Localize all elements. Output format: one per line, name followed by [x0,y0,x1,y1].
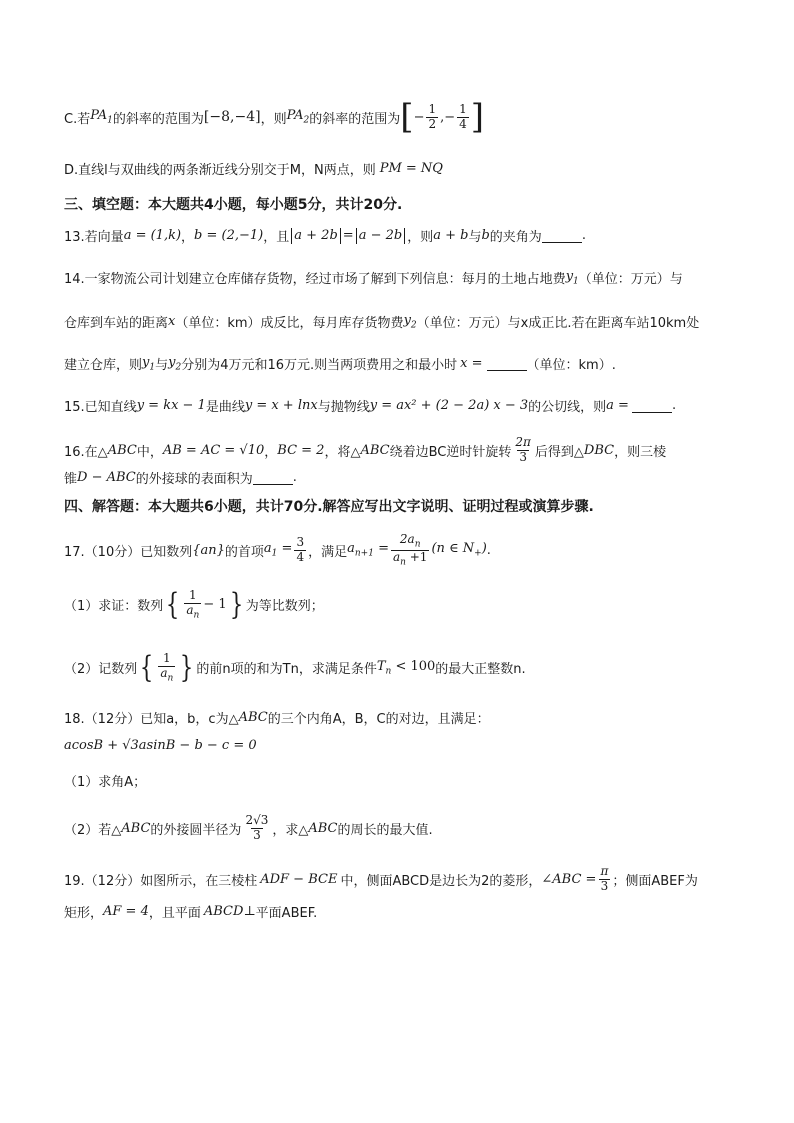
y1-symbol: $y_1$ [142,354,156,373]
pa2-symbol: $PA_2$ [286,108,310,126]
q14-text-6: 建立仓库，则 [64,358,143,373]
curve-eq: y = x + lnx [244,398,318,413]
n-condition: (n ∈ $N_+$) [431,541,487,560]
q13-and: ，且 [263,230,290,245]
q13-angle-text: 的夹角为 [489,230,542,245]
q18-part2-text-3: ，求△ [272,822,309,838]
q13-prefix: 13.若向量 [64,230,124,245]
triangle-abc: ABC [308,820,338,836]
plane-abcd: ABCD [203,904,244,919]
q15-period: . [671,398,677,413]
side-lengths: AB = AC = √10 [162,442,265,458]
q18-part2-text-1: （2）若△ [64,822,122,838]
q16-text-2: 中， [136,444,163,460]
abs-left-expr: a + 2b [294,228,338,243]
q15-text-3: 与抛物线 [317,400,370,415]
question-18-equation [64,738,257,753]
section-3-heading: 三、填空题：本大题共4小题，每小题5分，共计20分. [64,197,403,213]
y1-symbol: $y_1$ [565,268,579,287]
q15-text-1: 15.已知直线 [64,400,137,415]
question-16-line-2 [64,468,297,487]
q17-text-3: ，满足 [308,544,348,560]
triangle-abc: ABC [238,710,268,725]
abs-bar [291,228,292,244]
question-17-part-2 [64,649,526,685]
q16-text-7: ，则三棱 [614,444,667,460]
q14-text-8: 分别为4万元和16万元.则当两项费用之和最小时 [181,358,458,373]
recurrence-fraction: $\frac{2a_n}{a_n +1}$ [392,532,428,568]
question-19-line-2 [64,902,317,921]
a-equals: a = [606,398,629,413]
question-19-line-1 [64,865,698,894]
q18-equation: acosB + √3asinB − b − c = 0 [64,738,257,753]
range-1: [−8,−4] [203,109,261,125]
answer-blank[interactable] [632,399,672,413]
q14-text-5: （单位：万元）与x成正比.若在距离车站10km处 [416,316,700,331]
q18-text-1: 18.（12分）已知a，b，c为△ [64,712,239,727]
q18-text-2: 的三个内角A，B，C的对边，且满足： [267,712,490,727]
abs-bar [404,228,405,244]
a1-symbol: $a_1$ = [263,541,293,560]
fraction-quarter: $\frac{1}{4}$ [459,101,467,131]
q19-text-2: 中，侧面ABCD是边长为2的菱形， [340,873,542,889]
sequence-an: {an} [192,542,225,558]
q15-text-2: 是曲线 [205,400,245,415]
an1-symbol: $a_{n+1}$ = [347,541,389,560]
q17-part1-text: （1）求证：数列 [64,599,164,615]
abs-bar [356,228,357,244]
brace-open: { [140,649,154,685]
q19-text-1: 19.（12分）如图所示，在三棱柱 [64,873,258,889]
question-14-line-3 [64,354,616,373]
q16-text-8: 锥 [64,472,78,487]
answer-blank[interactable] [253,471,293,485]
question-17-part-1 [64,586,324,622]
option-d [64,159,443,178]
q16-text-9: 的外接球的表面积为 [135,472,253,487]
q17-part2-text: （2）记数列 [64,662,138,678]
q14-text-4: （单位：km）成反比，每月库存货物费 [175,316,404,331]
answer-blank[interactable] [487,357,527,371]
perpendicular-symbol: ⊥ [243,904,256,919]
q17-text-1: 17.（10分）已知数列 [64,544,193,560]
a1-value: $\frac{3}{4}$ [296,534,305,564]
q18-part2-text-2: 的外接圆半径为 [150,822,242,838]
q19-text-3: ；侧面ABEF为 [612,873,698,889]
q13-then: ，则 [407,230,434,245]
q14-text-2: （单位：万元）与 [578,272,683,287]
pa1-symbol: $PA_1$ [90,108,113,126]
range-2-comma: , [440,109,445,125]
abs-bar [340,228,341,244]
reciprocal-an: $\frac{1}{a_n}$ [186,588,200,621]
range-2-minus2: − [444,109,456,125]
q17-period: . [486,542,491,558]
q19-text-5: ，且平面 [148,906,201,921]
q17-text-2: 的首项 [224,544,264,560]
range-2-minus1: − [413,109,425,125]
q17-part2-mid: 的前n项的和为Tn，求满足条件 [196,662,377,678]
triangle-dbc: DBC [583,442,615,458]
option-d-text: D.直线l与双曲线的两条渐近线分别交于M，N两点，则 [64,163,376,178]
q17-part1-end: 为等比数列； [245,599,324,615]
x-equals: x = [460,356,483,371]
question-18-part-1: （1）求角A； [64,775,147,790]
fraction-half: $\frac{1}{2}$ [428,101,437,131]
question-15 [64,396,676,415]
side-bc: BC = 2 [277,442,325,458]
q18-part2-text-4: 的周长的最大值. [337,822,433,838]
y2-symbol: $y_2$ [168,354,182,373]
abs-right-expr: a − 2b [358,228,403,243]
q16-text-3: ， [264,444,278,460]
rotation-angle: $\frac{2\pi}{3}$ [515,435,531,464]
question-13 [64,226,586,245]
vector-b-def: b = (2,−1) [194,228,264,243]
section-4-heading: 四、解答题：本大题共6小题，共计70分.解答应写出文字说明、证明过程或演算步骤. [64,499,594,515]
question-14-line-1 [64,268,683,287]
question-18-part-2 [64,814,433,843]
brace-close: } [180,649,194,685]
range-2-open: [ [400,97,414,137]
q13-comma: ， [181,230,195,245]
triangle-abc: ABC [121,820,151,836]
tn-inequality: $T_n < 100$ [376,658,436,677]
q16-text-5: 绕着边BC逆时针旋转 [389,444,512,460]
question-14-line-2 [64,312,699,331]
brace-open: { [166,586,180,622]
vector-b: b [481,228,490,243]
circumradius: $\frac{2√3}{3}$ [245,813,269,842]
question-17 [64,533,491,567]
q13-with: 与 [468,230,482,245]
triangle-abc: ABC [360,442,390,458]
q17-part2-end: 的最大正整数n. [435,662,526,678]
parabola-eq: y = ax² + (2 − 2a) x − 3 [369,398,529,413]
minus-one: − 1 [203,597,227,613]
q13-period: . [581,228,586,243]
tetrahedron: D − ABC [77,470,136,485]
option-c-label: C.若 [64,111,91,127]
option-c-text1: 的斜率的范围为 [112,111,204,127]
prism-name: ADF − BCE [260,871,338,887]
af-length: AF = 4 [103,904,149,919]
option-d-expr: PM = NQ [379,161,443,176]
q14-text-1: 14.一家物流公司计划建立仓库储存货物，经过市场了解到下列信息：每月的土地占地费 [64,272,566,287]
angle-abc: ∠ABC = [541,871,597,887]
range-2-close: ] [470,97,485,137]
q19-text-6: 平面ABEF. [255,906,318,921]
option-c-text2: ，则 [260,111,287,127]
equals-sign: = [342,228,354,243]
answer-blank[interactable] [542,229,582,243]
question-16-line-1 [64,436,666,465]
q19-text-4: 矩形， [64,906,104,921]
reciprocal-an: $\frac{1}{a_n}$ [160,651,174,684]
vector-a-def: a = (1,k) [123,228,182,243]
option-c-text3: 的斜率的范围为 [309,111,401,127]
triangle-abc: ABC [107,442,137,458]
q14-text-7: 与 [155,358,169,373]
brace-close: } [229,586,243,622]
angle-value: $\frac{\pi}{3}$ [600,864,609,893]
q16-text-6: 后得到△ [534,444,584,460]
q16-text-4: ，将△ [324,444,361,460]
option-c [64,97,485,137]
q16-text-1: 16.在△ [64,444,108,460]
question-18 [64,708,490,727]
tangent-line-eq: y = kx − 1 [136,398,206,413]
y2-symbol: $y_2$ [403,312,417,331]
q14-text-3: 仓库到车站的距离 [64,316,169,331]
x-symbol: x [168,314,176,329]
q16-period: . [292,470,297,485]
vector-sum: a + b [433,228,469,243]
q15-text-4: 的公切线，则 [528,400,607,415]
q14-text-9: （单位：km）. [526,358,616,373]
